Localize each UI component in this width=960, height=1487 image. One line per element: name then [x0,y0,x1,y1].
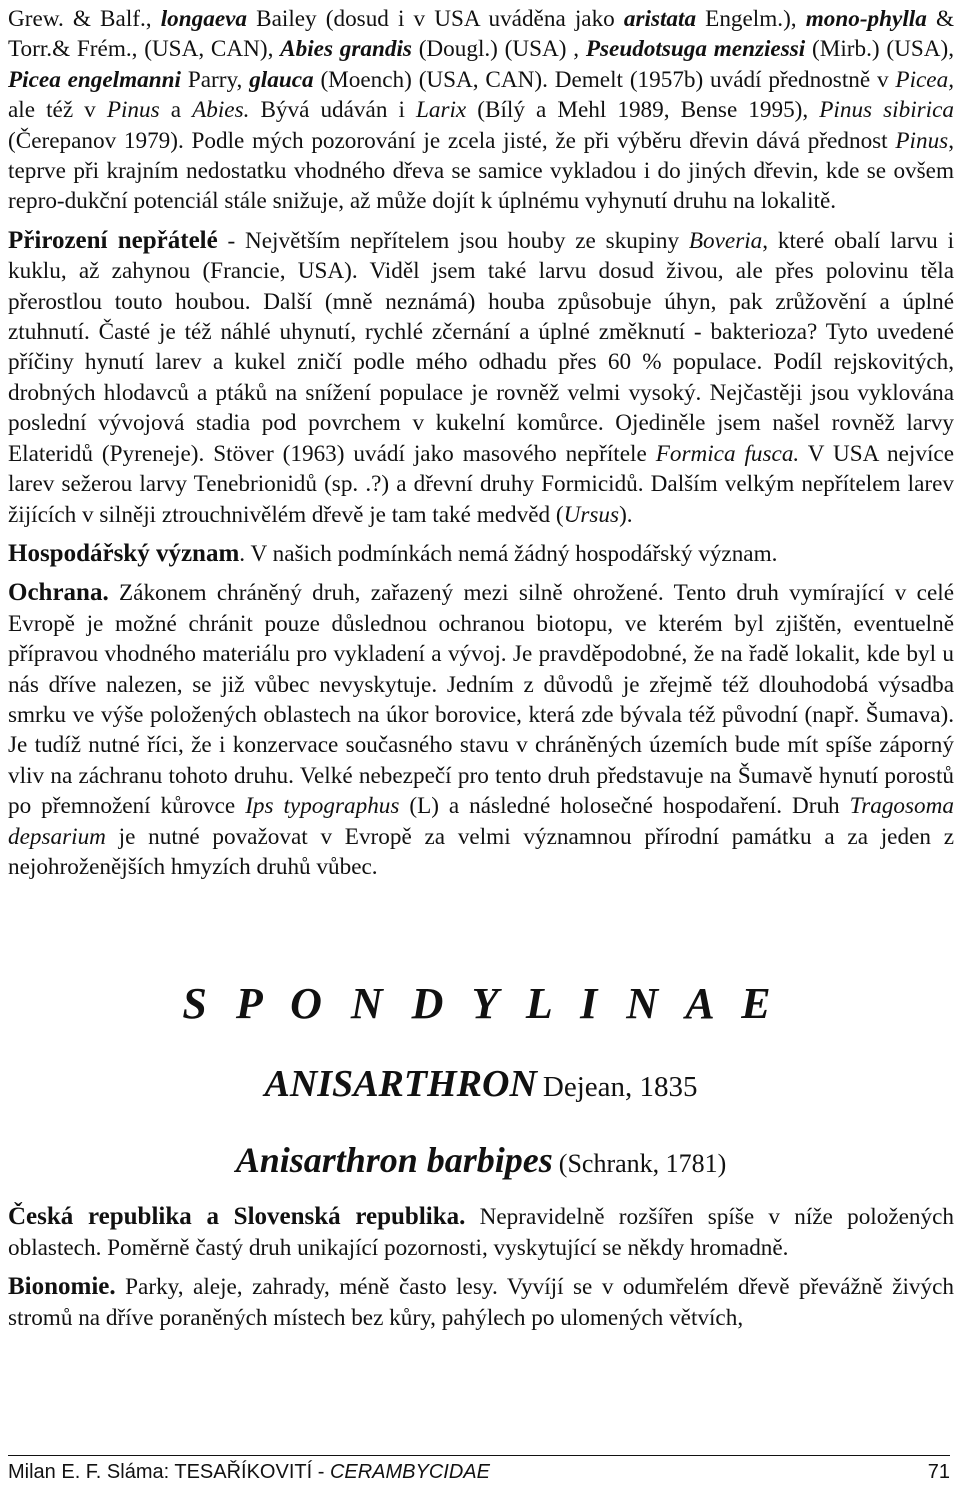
genus-name: ANISARTHRON [264,1063,537,1106]
text-run: (Mirb.) (USA), [805,36,955,63]
taxon-heading-block [8,974,954,1188]
text-run: Abies. [192,97,250,124]
text-run: (Dougl.) (USA) , [411,36,586,63]
text-run: . V našich podmínkách nemá žádný hospodářský význam. [239,540,778,567]
text-run: Pseudotsuga menziessi [585,36,806,63]
text-run: mono-phylla [805,6,927,32]
distribution-paragraph [8,1202,954,1263]
text-run: Abies grandis [280,36,412,63]
text-run: Picea, [895,66,954,93]
text-run: Engelm.), [696,6,806,32]
text-run: Pinus sibirica [819,97,954,124]
text-run: Grew. & Balf., [8,6,161,32]
text-run: Parky, aleje, zahrady, méně často lesy. Vyvíjí se v odumřelém dřevě převážně živých stromů na dříve poraněných místech bez kůry, pahýlech po ulomených větvích, [8,1274,954,1331]
text-run: Pinus [106,97,160,124]
text-run: Tragosoma depsarium [8,793,954,850]
text-run: (Čerepanov 1979). Podle mých pozorování je zcela jisté, že při výběru dřevin dává přednost [8,127,896,154]
text-run: je nutné považovat v Evropě za velmi významnou přírodní památku a za jeden z nejohroženějších hmyzích druhů vůbec. [8,823,954,880]
text-run: Zákonem chráněný druh, zařazený mezi silně ohrožené. Tento druh vymírající v celé Evropě je možné chránit pouze důslednou ochranou biotopu, ve kterém byl zjištěn, eventuelně přípravou vhodného materiálu pro vykladení a vývoj. Je pravděpodobné, že na řadě lokalit, kde byl u nás dříve nalezen, se již vůbec nevyskytuje. Jedním z důvodů je zřejmě též dlouhodobá výsadba smrku ve výše položených oblastech na úkor borovice, která zde bývala též původní (např. Šumava). Je tudíž nutné říci, že i konzervace současného stavu v chráněných územích bude mít spíše záporný vliv na záchranu tohoto druhu. Velké nebezpečí pro tento druh představuje na Šumavě hynutí porostů po přemnožení kůrovce [8,580,954,820]
text-run: Bývá udáván i [249,97,416,124]
protection-paragraph [8,578,954,882]
text-run: V USA nejvíce larev sežerou larvy Tenebrionidů (sp. .?) a dřevní druhy Formicidů. Dalším velkým nepřítelem larev žijících v silněji ztrouchnivělém dřevě je tam také medvěd ( [8,440,954,528]
species-author: (Schrank, 1781) [558,1149,727,1179]
genus-heading [8,1056,954,1112]
footer-author: Milan E. F. Sláma: TESAŘÍKOVITÍ - [8,1461,330,1483]
text-run: Bionomie. [8,1273,116,1301]
text-run: Pinus [895,127,949,154]
species-name: Anisarthron barbipes [235,1140,553,1181]
text-run: & Torr.& Frém., (USA, CAN), [8,6,954,63]
text-run: glauca [249,66,314,93]
text-run: Picea engelmanni [8,66,181,93]
footer-rule [8,1455,950,1456]
text-run: longaeva [160,6,247,32]
footer-citation [8,1458,490,1486]
text-run: Parry, [181,66,250,93]
text-run: (Moench) (USA, CAN). Demelt (1957b) uvádí přednostně v [313,66,896,93]
page-number: 71 [927,1461,950,1483]
footer-family: CERAMBYCIDAE [329,1461,490,1483]
text-run: ). [619,501,633,528]
hostplants-paragraph [8,4,954,217]
species-heading [8,1132,954,1188]
text-run: Formica fusca. [655,440,800,467]
subfamily-title: S P O N D Y L I N A E [182,979,780,1029]
text-run: Ochrana. [8,579,109,607]
text-run: - Největším nepřítelem jsou houby ze skupiny [217,227,689,254]
text-run: ale též v [8,97,107,124]
text-run: (L) a následné holosečné hospodaření. Druh [399,793,850,820]
text-run: Bailey (dosud i v USA uváděna jako [247,6,624,32]
text-run: Česká republika a Slovenská republika. [8,1203,466,1231]
economic-importance-paragraph [8,539,954,569]
text-run: Přirození nepřátelé [8,226,218,254]
text-run: Ips typographus [245,793,400,820]
natural-enemies-paragraph [8,226,954,530]
text-run: (Bílý a Mehl 1989, Bense 1995), [466,97,820,124]
text-run: Boveria [688,227,763,254]
genus-author: Dejean, 1835 [542,1071,698,1104]
page-footer [8,1458,950,1486]
text-run: a [159,97,193,124]
text-run: aristata [623,6,697,32]
text-run: Hospodářský význam [8,539,240,567]
bionomy-paragraph [8,1272,954,1333]
text-run: , které obalí larvu i kuklu, až zahynou (Francie, USA). Viděl jsem také larvu dosud živou, ale přes polovinu těla přerostlou touto houbou. Další (mně neznámá) houba způsobuje úhyn, pak zrůžovění a úplné ztuhnutí. Časté je též náhlé uhynutí, rychlé zčernání a úplné změknutí - bakterioza? Tyto uvedené příčiny hynutí larev a kukel zničí podle mého odhadu přes 60 % populace. Podíl rejskovitých, drobných hlodavců a ptáků na snížení populace je rovněž velmi vysoký. Nejčastěji jsou vyklována poslední vývojová stadia pod povrchem v kukelní komůrce. Ojediněle jsem našel rovněž larvy Elateridů (Pyreneje). Stöver (1963) uvádí jako masového nepřítele [8,227,955,467]
text-run: Nepravidelně rozšířen spíše v níže položených oblastech. Poměrně častý druh unikající pozornosti, vyskytující se někdy hromadně. [8,1204,954,1261]
text-run: , teprve při krajním nedostatku vhodného dřeva se samice vykladou i do jiných dřevin, kde se ovšem repro-dukční potenciál stále snižuje, až může dojít k úplnému vyhynutí druhu na lokalitě. [8,127,954,215]
text-run: Ursus [563,501,620,528]
text-run: Larix [415,97,467,124]
